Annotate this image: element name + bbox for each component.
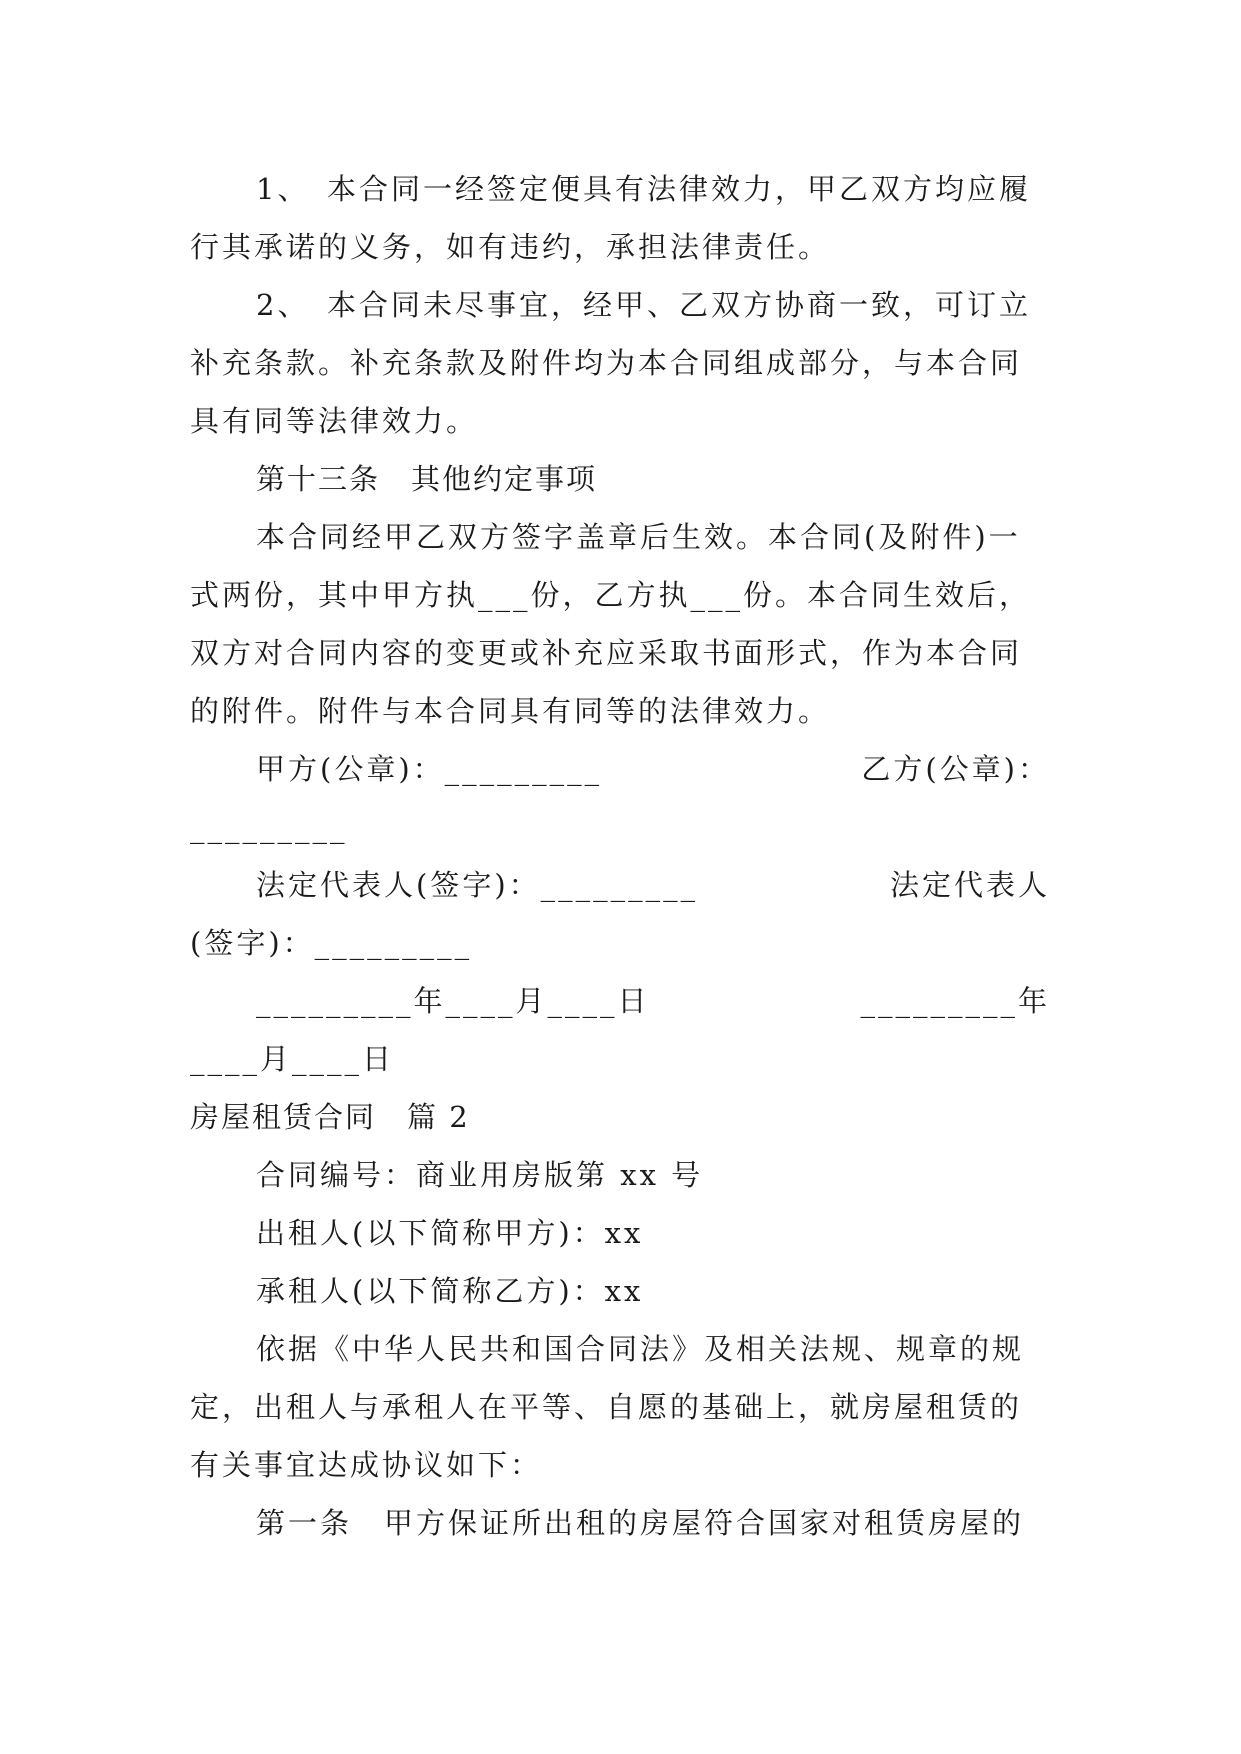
party-a-seal: 甲方(公章)：_________	[256, 752, 603, 786]
lessor-line: 出租人(以下简称甲方)：xx	[256, 1216, 644, 1250]
signature-row	[190, 740, 1050, 798]
paragraph-line: 补充条款。补充条款及附件均为本合同组成部分，与本合同	[190, 346, 1023, 380]
party-b-seal: 乙方(公章)：	[861, 752, 1050, 786]
paragraph-line: 定，出租人与承租人在平等、自愿的基础上，就房屋租赁的	[190, 1390, 1023, 1424]
party-b-representative-cont: (签字)：_________	[190, 926, 473, 960]
party-a-representative: 法定代表人(签字)：_________	[256, 868, 699, 902]
document-page	[190, 160, 1050, 1552]
paragraph-line: 2、 本合同未尽事宜，经甲、乙双方协商一致，可订立	[256, 288, 1031, 322]
article-one-line: 第一条 甲方保证所出租的房屋符合国家对租赁房屋的	[256, 1506, 1025, 1540]
paragraph-line: 1、 本合同一经签定便具有法律效力，甲乙双方均应履	[256, 172, 1031, 206]
representative-row	[190, 856, 1050, 914]
paragraph-line: 式两份，其中甲方执___份，乙方执___份。本合同生效后，	[190, 578, 1032, 612]
paragraph-line: 的附件。附件与本合同具有同等的法律效力。	[190, 694, 831, 728]
lessee-line: 承租人(以下简称乙方)：xx	[256, 1274, 644, 1308]
paragraph-line: 本合同经甲乙双方签字盖章后生效。本合同(及附件)一	[256, 520, 1021, 554]
paragraph-line: 行其承诺的义务，如有违约，承担法律责任。	[190, 230, 831, 264]
paragraph-line: 具有同等法律效力。	[190, 404, 479, 438]
contract-number: 合同编号：商业用房版第 xx 号	[256, 1158, 704, 1192]
party-b-date-cont: ____月____日	[190, 1042, 395, 1076]
section-title: 房屋租赁合同 篇 2	[190, 1100, 470, 1134]
paragraph-line: 双方对合同内容的变更或补充应采取书面形式，作为本合同	[190, 636, 1023, 670]
party-b-seal-blank: _________	[190, 810, 348, 844]
paragraph-line: 依据《中华人民共和国合同法》及相关法规、规章的规	[256, 1332, 1025, 1366]
date-row	[190, 972, 1050, 1030]
paragraph-line: 有关事宜达成协议如下：	[190, 1448, 543, 1482]
party-b-representative: 法定代表人	[889, 868, 1050, 902]
article-heading: 第十三条 其他约定事项	[256, 462, 598, 496]
party-a-date: _________年____月____日	[256, 984, 650, 1018]
party-b-date: _________年	[860, 984, 1050, 1018]
